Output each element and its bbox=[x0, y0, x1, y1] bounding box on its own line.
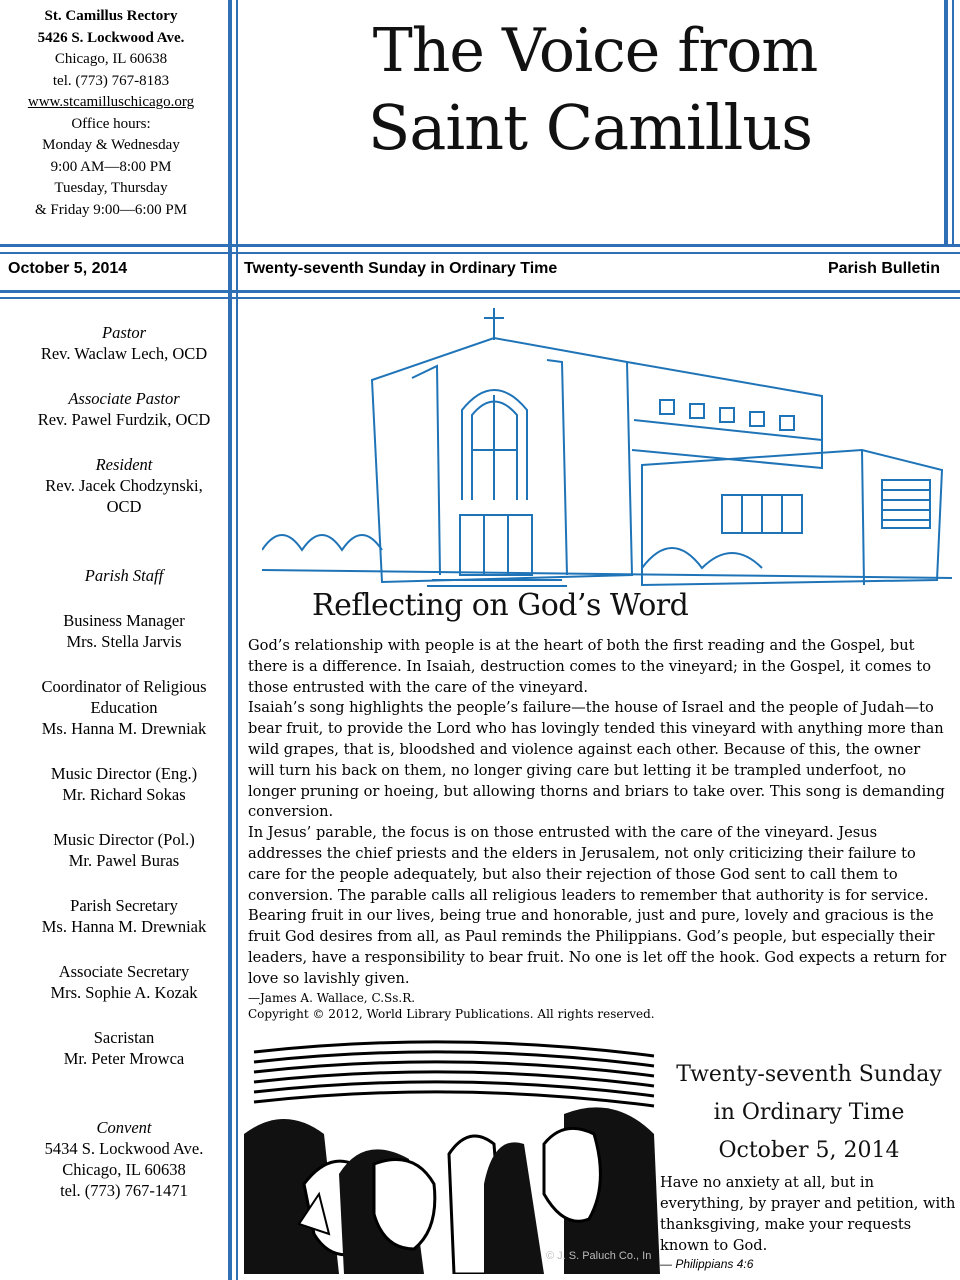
rectory-website-link[interactable]: www.stcamilluschicago.org bbox=[27, 94, 195, 110]
clergy-role: Resident bbox=[95, 455, 153, 474]
reflection-paragraph: Isaiah’s song highlights the people’s failure—the house of Israel and the people of Judah—to bear fruit, to provide the Lord who has lovingly tended this vineyard with anything more than wild grapes, that is, bloodshed and violence against each other. Because of this, the owner will turn his back on them, no longer giving care but letting it be trampled underfoot, no longer pruning or hoeing, but allowing thorns and briars to take over. This song is demanding conversion. bbox=[248, 699, 945, 821]
sunday-line-3: October 5, 2014 bbox=[718, 1138, 900, 1163]
verse-text: Have no anxiety at all, but in everything, by prayer and petition, with thanksgiving, make your requests known to God. bbox=[660, 1174, 956, 1254]
rectory-name: St. Camillus Rectory bbox=[44, 8, 178, 24]
reflection-body bbox=[248, 636, 948, 1022]
hours-1-times: 9:00 AM—8:00 PM bbox=[50, 158, 172, 175]
convent-label: Convent bbox=[96, 1118, 152, 1137]
masthead bbox=[250, 14, 940, 168]
rectory-city: Chicago, IL 60638 bbox=[54, 51, 168, 67]
staff-name: Mr. Peter Mrowca bbox=[63, 1049, 185, 1068]
rectory-phone: tel. (773) 767-8183 bbox=[52, 72, 170, 89]
clergy-name: Rev. Waclaw Lech, OCD bbox=[40, 344, 208, 363]
hours-1-days: Monday & Wednesday bbox=[42, 137, 180, 153]
right-vertical-rule bbox=[944, 0, 948, 246]
header-bottom-rule bbox=[0, 252, 960, 254]
rectory-street: 5426 S. Lockwood Ave. bbox=[37, 29, 185, 46]
convent-city: Chicago, IL 60638 bbox=[62, 1160, 186, 1179]
staff-title: Coordinator of Religious Education bbox=[41, 677, 207, 717]
staff-name: Mrs. Sophie A. Kozak bbox=[50, 983, 198, 1002]
masthead-line-1: The Voice from bbox=[372, 16, 818, 86]
staff-title: Business Manager bbox=[63, 611, 185, 630]
staff-title: Music Director (Eng.) bbox=[50, 764, 198, 783]
scripture-verse bbox=[660, 1172, 960, 1272]
church-illustration bbox=[262, 300, 952, 600]
reflection-author: —James A. Wallace, C.Ss.R. bbox=[248, 990, 416, 1005]
sunday-box bbox=[664, 1056, 954, 1170]
staff-name: Ms. Hanna M. Drewniak bbox=[41, 917, 207, 936]
reflection-paragraph: In Jesus’ parable, the focus is on those entrusted with the care of the vineyard. Jesus addresses the chief priests and the elders in Jerusalem, not only criticizing their failure to care for the people adequately, but also their rejection of those God sent to call them to conversion. The parable calls all religious leaders to remember that authority is for service. bbox=[248, 824, 929, 904]
staff-name: Mr. Richard Sokas bbox=[62, 785, 186, 804]
staff-title: Parish Secretary bbox=[70, 896, 178, 915]
reflection-paragraph: Bearing fruit in our lives, being true and honorable, just and pure, lovely and gracious is the fruit God desires from all, as Paul reminds the Philippians. God’s people, but especially their leaders, have a responsibility to bear fruit. No one is let off the hook. God expects a return for love so lavishly given. bbox=[248, 907, 947, 987]
rectory-info bbox=[0, 6, 222, 221]
staff-title: Sacristan bbox=[93, 1028, 155, 1047]
clergy-role: Pastor bbox=[101, 323, 146, 342]
staff-column bbox=[8, 322, 240, 1201]
date-bar bbox=[8, 260, 940, 282]
bulletin-date: October 5, 2014 bbox=[8, 260, 128, 277]
sunday-line-2: in Ordinary Time bbox=[713, 1100, 905, 1125]
liturgical-occasion: Twenty-seventh Sunday in Ordinary Time bbox=[244, 260, 558, 277]
clergy-role: Associate Pastor bbox=[68, 389, 180, 408]
staff-title: Music Director (Pol.) bbox=[53, 830, 195, 849]
staff-name: Mr. Pawel Buras bbox=[68, 851, 180, 870]
datebar-rule-inner bbox=[0, 297, 960, 299]
praying-figures-artwork bbox=[244, 1034, 660, 1274]
header-top-rule bbox=[0, 244, 960, 247]
office-hours-label: Office hours: bbox=[71, 115, 151, 132]
clergy-name: Rev. Jacek Chodzynski, OCD bbox=[45, 476, 203, 516]
hours-2-times: & Friday 9:00—6:00 PM bbox=[34, 201, 188, 218]
reflection-paragraph: God’s relationship with people is at the heart of both the first reading and the Gospel, but there is a difference. In Isaiah, destruction comes to the vineyard; in the Gospel, it comes to those entrusted with the care of the vineyard. bbox=[248, 637, 932, 696]
reflection-copyright: Copyright © 2012, World Library Publications. All rights reserved. bbox=[248, 1006, 655, 1021]
clergy-name: Rev. Pawel Furdzik, OCD bbox=[37, 410, 211, 429]
right-vertical-rule-inner bbox=[952, 0, 954, 246]
convent-street: 5434 S. Lockwood Ave. bbox=[44, 1139, 204, 1158]
verse-citation: — Philippians 4:6 bbox=[660, 1257, 754, 1271]
bulletin-type: Parish Bulletin bbox=[827, 260, 940, 277]
masthead-line-2: Saint Camillus bbox=[367, 91, 813, 164]
art-credit: © J. S. Paluch Co., In bbox=[546, 1250, 652, 1262]
staff-name: Ms. Hanna M. Drewniak bbox=[41, 719, 207, 738]
staff-heading: Parish Staff bbox=[84, 566, 164, 585]
staff-name: Mrs. Stella Jarvis bbox=[66, 632, 182, 651]
hours-2-days: Tuesday, Thursday bbox=[54, 180, 168, 196]
datebar-rule bbox=[0, 290, 960, 293]
staff-title: Associate Secretary bbox=[58, 962, 190, 981]
reflection-title: Reflecting on God’s Word bbox=[312, 588, 689, 623]
sunday-line-1: Twenty-seventh Sunday bbox=[676, 1062, 942, 1087]
convent-phone: tel. (773) 767-1471 bbox=[60, 1181, 188, 1200]
